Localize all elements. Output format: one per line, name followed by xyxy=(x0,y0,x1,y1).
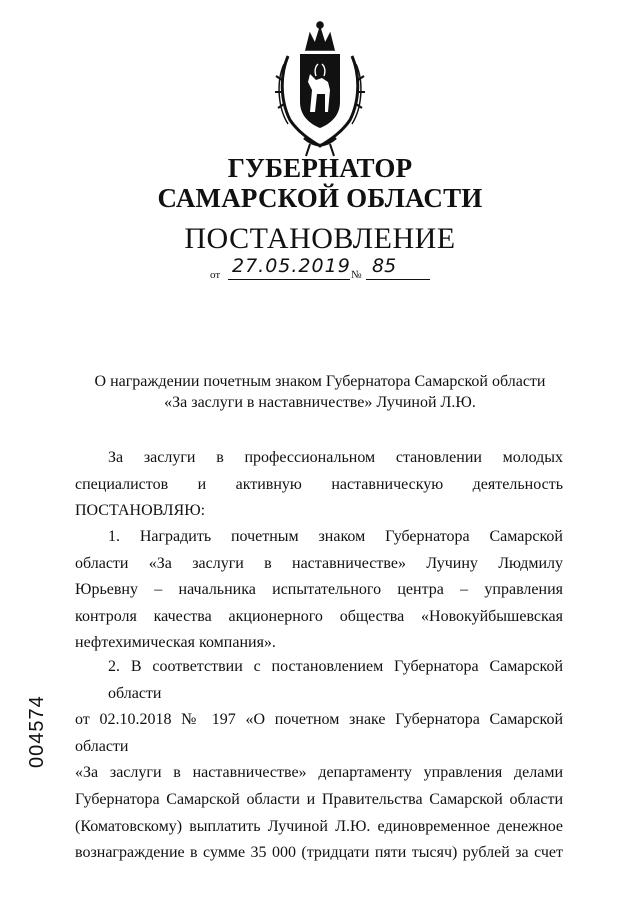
issuer-title-line1: ГУБЕРНАТОР xyxy=(227,153,413,183)
text-line: специалистов и активную наставническую деятельность xyxy=(75,475,563,493)
text-line: «За заслуги в наставничестве» департаменту управления делами xyxy=(75,764,563,782)
handwritten-number: 85 xyxy=(372,255,397,277)
text-line: нефтехимическая компания». xyxy=(75,634,276,652)
resolution-keyword: ПОСТАНОВЛЯЮ: xyxy=(75,502,206,520)
title-line: О награждении почетным знаком Губернатора Самарской области xyxy=(94,373,546,390)
item-1-paragraph xyxy=(75,524,563,657)
item-2-paragraph xyxy=(75,654,563,867)
document-type: ПОСТАНОВЛЕНИЕ xyxy=(184,222,456,255)
number-label: № xyxy=(351,269,362,281)
title-line: «За заслуги в наставничестве» Лучиной Л.Ю. xyxy=(164,394,476,411)
handwritten-date: 27.05.2019 xyxy=(232,255,351,277)
text-line: 1. Наградить почетным знаком Губернатора Самарской xyxy=(108,528,563,545)
text-line: контроля качества акционерного общества «Новокуйбышевская xyxy=(75,607,563,625)
issuer-title-line2: САМАРСКОЙ ОБЛАСТИ xyxy=(157,183,483,213)
date-number-line xyxy=(210,255,430,285)
text-line: от 02.10.2018 № 197 «О почетном знаке Губернатора Самарской области xyxy=(75,711,563,755)
text-line: области «За заслуги в наставничестве» Лучину Людмилу xyxy=(75,554,563,572)
text-line: (Коматовскому) выплатить Лучиной Л.Ю. единовременное денежное xyxy=(75,817,563,835)
preamble-paragraph xyxy=(75,445,563,525)
text-line: 2. В соответствии с постановлением Губернатора Самарской области xyxy=(108,658,563,702)
text-line: За заслуги в профессиональном становлении молодых xyxy=(108,449,563,466)
text-line: Юрьевну – начальника испытательного центра – управления xyxy=(75,581,563,599)
date-label: от xyxy=(210,269,221,281)
coat-of-arms-emblem xyxy=(270,20,370,160)
text-line: вознаграждение в сумме 35 000 (тридцати пяти тысяч) рублей за счет xyxy=(75,844,563,862)
number-underline xyxy=(366,279,430,280)
margin-serial-stamp: 004574 xyxy=(26,695,48,768)
date-underline xyxy=(228,279,350,280)
text-line: Губернатора Самарской области и Правительства Самарской области xyxy=(75,790,563,808)
document-title xyxy=(0,371,640,413)
